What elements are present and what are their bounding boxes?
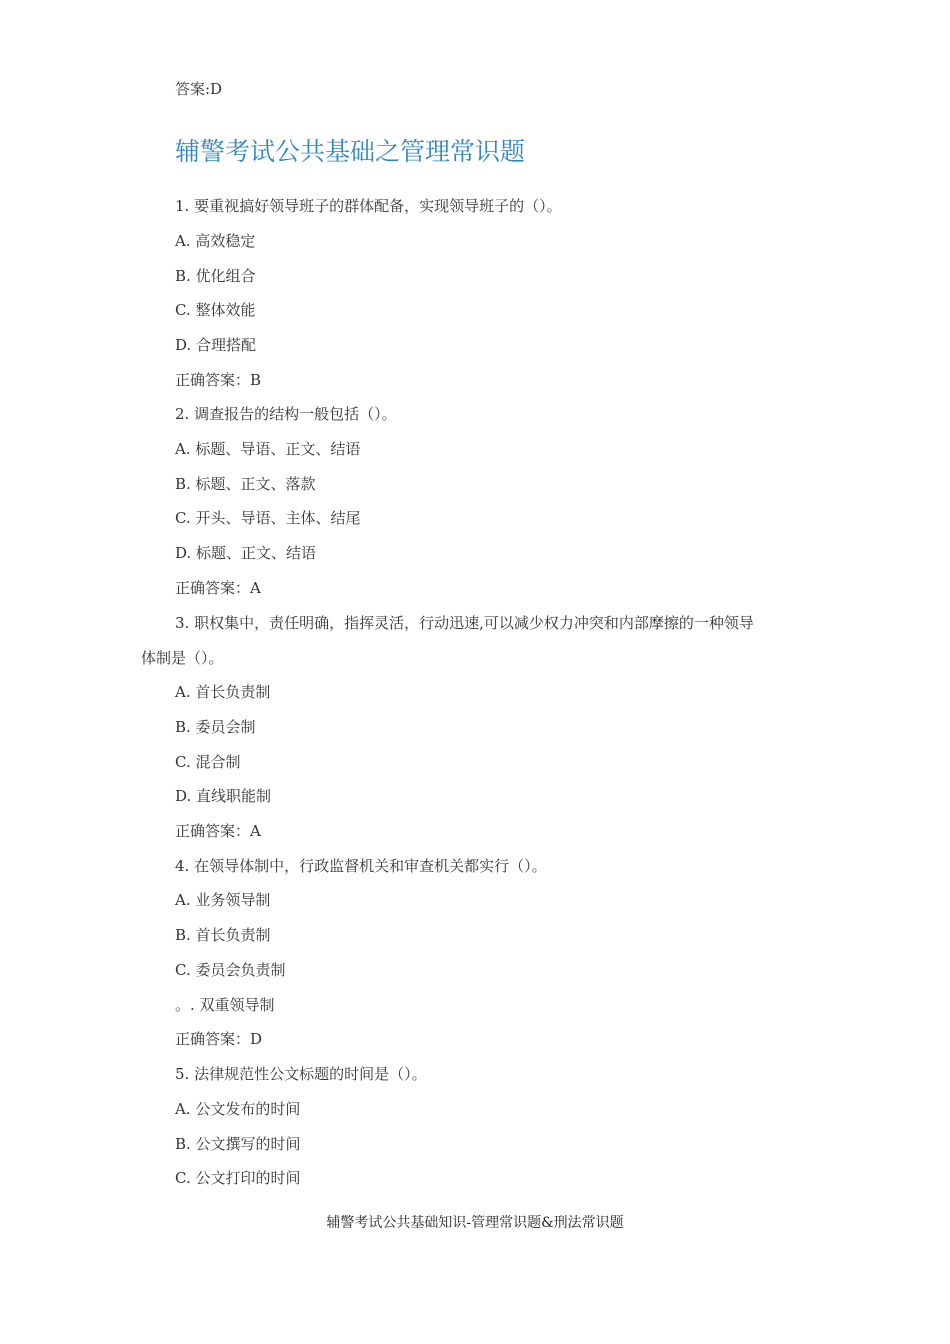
q5-option-c: C. 公文打印的时间 bbox=[175, 1169, 301, 1187]
question-3-line-2: 体制是（）。 bbox=[141, 649, 224, 667]
q4-option-d: 。. 双重领导制 bbox=[175, 996, 275, 1014]
q2-answer: 正确答案：A bbox=[175, 579, 261, 597]
question-4: 4. 在领导体制中，行政监督机关和审查机关都实行（）。 bbox=[175, 857, 547, 875]
q1-answer: 正确答案：B bbox=[175, 371, 262, 389]
q3-option-d: D. 直线职能制 bbox=[175, 787, 272, 805]
question-1: 1. 要重视搞好领导班子的群体配备，实现领导班子的（）。 bbox=[175, 197, 562, 215]
q3-answer: 正确答案：A bbox=[175, 822, 261, 840]
q3-option-b: B. 委员会制 bbox=[175, 718, 256, 736]
q3-option-a: A. 首长负责制 bbox=[175, 683, 271, 701]
page-footer: 辅警考试公共基础知识-管理常识题&刑法常识题 bbox=[326, 1215, 624, 1231]
q1-option-b: B. 优化组合 bbox=[175, 267, 256, 285]
q1-option-c: C. 整体效能 bbox=[175, 301, 256, 319]
q5-option-a: A. 公文发布的时间 bbox=[175, 1100, 301, 1118]
previous-answer: 答案:D bbox=[175, 80, 223, 98]
q1-option-d: D. 合理搭配 bbox=[175, 336, 257, 354]
q4-option-a: A. 业务领导制 bbox=[175, 891, 271, 909]
question-3-line-1: 3. 职权集中，责任明确，指挥灵活，行动迅速,可以减少权力冲突和内部摩擦的一种领导 bbox=[175, 614, 754, 632]
q4-answer: 正确答案：D bbox=[175, 1030, 263, 1048]
q2-option-c: C. 开头、导语、主体、结尾 bbox=[175, 509, 361, 527]
q2-option-b: B. 标题、正文、落款 bbox=[175, 475, 316, 493]
q4-option-b: B. 首长负责制 bbox=[175, 926, 271, 944]
question-5: 5. 法律规范性公文标题的时间是（）。 bbox=[175, 1065, 427, 1083]
q5-option-b: B. 公文撰写的时间 bbox=[175, 1135, 301, 1153]
q2-option-a: A. 标题、导语、正文、结语 bbox=[175, 440, 361, 458]
q1-option-a: A. 高效稳定 bbox=[175, 232, 256, 250]
q4-option-c: C. 委员会负责制 bbox=[175, 961, 286, 979]
section-title: 辅警考试公共基础之管理常识题 bbox=[175, 137, 526, 166]
q2-option-d: D. 标题、正文、结语 bbox=[175, 544, 317, 562]
question-2: 2. 调查报告的结构一般包括（）。 bbox=[175, 405, 397, 423]
q3-option-c: C. 混合制 bbox=[175, 753, 241, 771]
